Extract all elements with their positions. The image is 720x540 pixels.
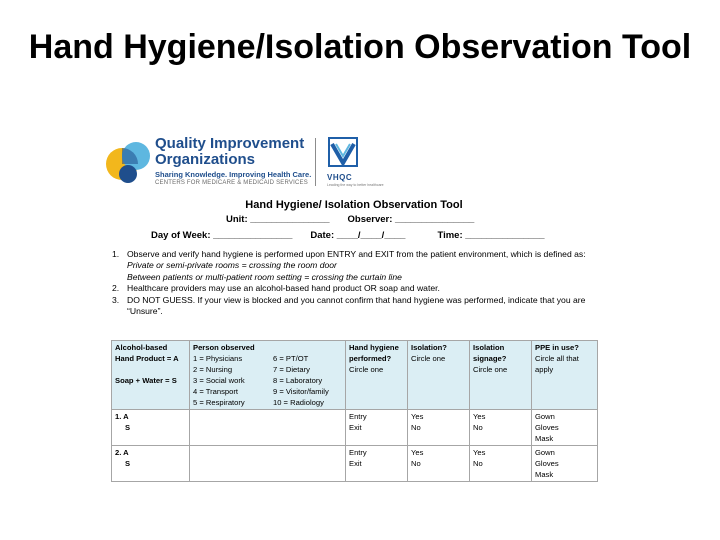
table-row xyxy=(112,446,598,482)
person-observed-cell[interactable] xyxy=(190,410,346,446)
cms-text: CENTERS FOR MEDICARE & MEDICAID SERVICES xyxy=(155,180,308,186)
hand-hygiene-cell[interactable]: Entry Exit xyxy=(346,446,408,482)
instruction-item: 3. DO NOT GUESS. If your view is blocked and you cannot confirm that hand hygiene was performed, indicate that you are “Unsure”. xyxy=(112,294,586,317)
header-hand-product: Alcohol-based Hand Product = A Soap + Water = S xyxy=(112,341,190,410)
slide-title: Hand Hygiene/Isolation Observation Tool xyxy=(28,28,692,66)
observation-table xyxy=(111,340,598,482)
instruction-subitem: Between patients or multi-patient room setting = crossing the curtain line xyxy=(127,271,402,282)
vhqc-logo xyxy=(327,136,384,192)
observation-tool-document xyxy=(104,128,604,482)
isolation-cell[interactable]: Yes No xyxy=(408,446,470,482)
qio-tagline: Sharing Knowledge. Improving Health Care. xyxy=(155,170,312,179)
unit-field: Unit: _______________ xyxy=(226,214,330,225)
ppe-cell[interactable]: Gown Gloves Mask xyxy=(532,446,598,482)
instruction-item: 1. Observe and verify hand hygiene is performed upon ENTRY and EXIT from the patient environment, which is defined as: xyxy=(112,249,586,259)
qio-logo-name: Quality Improvement Organizations xyxy=(155,135,305,168)
header-isolation-signage: Isolation signage? Circle one xyxy=(470,341,532,410)
date-field: Date: ____/____/____ xyxy=(310,230,406,241)
qio-logo-icon xyxy=(104,134,154,186)
form-title: Hand Hygiene/ Isolation Observation Tool xyxy=(245,199,463,211)
header-person-observed: Person observed 1 = Physicians 6 = PT/OT 2 = Nursing 7 = Dietary 3 = Social work 8 = Laboratory 4 = Transport 9 = Visitor/family 5 = Respiratory 10 = Radiology xyxy=(190,341,346,410)
instruction-item: 2. Healthcare providers may use an alcohol-based hand product OR soap and water. xyxy=(112,283,440,294)
isolation-cell[interactable]: Yes No xyxy=(408,410,470,446)
isolation-signage-cell[interactable]: Yes No xyxy=(470,410,532,446)
day-date-time-row xyxy=(151,230,545,241)
logo-divider xyxy=(315,138,316,186)
person-observed-cell[interactable] xyxy=(190,446,346,482)
time-field: Time: _______________ xyxy=(437,230,545,241)
header-ppe: PPE in use? Circle all that apply xyxy=(532,341,598,410)
hand-hygiene-cell[interactable]: Entry Exit xyxy=(346,410,408,446)
row-label-cell: 1. A S xyxy=(112,410,190,446)
instructions-list xyxy=(112,249,602,317)
vhqc-name: VHQC xyxy=(327,173,353,182)
isolation-signage-cell[interactable]: Yes No xyxy=(470,446,532,482)
instruction-subitem: Private or semi-private rooms = crossing the room door xyxy=(127,260,337,271)
day-of-week-field: Day of Week: _______________ xyxy=(151,230,293,241)
vhqc-logo-icon xyxy=(327,136,359,168)
unit-observer-row xyxy=(226,214,474,225)
header-isolation: Isolation? Circle one xyxy=(408,341,470,410)
observer-field: Observer: _______________ xyxy=(347,214,475,225)
ppe-cell[interactable]: Gown Gloves Mask xyxy=(532,410,598,446)
table-header-row xyxy=(112,341,598,410)
table-row xyxy=(112,410,598,446)
header-hand-hygiene: Hand hygiene performed? Circle one xyxy=(346,341,408,410)
logo-row xyxy=(104,128,604,194)
row-label-cell: 2. A S xyxy=(112,446,190,482)
vhqc-tagline: Leading the way to better healthcare xyxy=(327,183,384,187)
